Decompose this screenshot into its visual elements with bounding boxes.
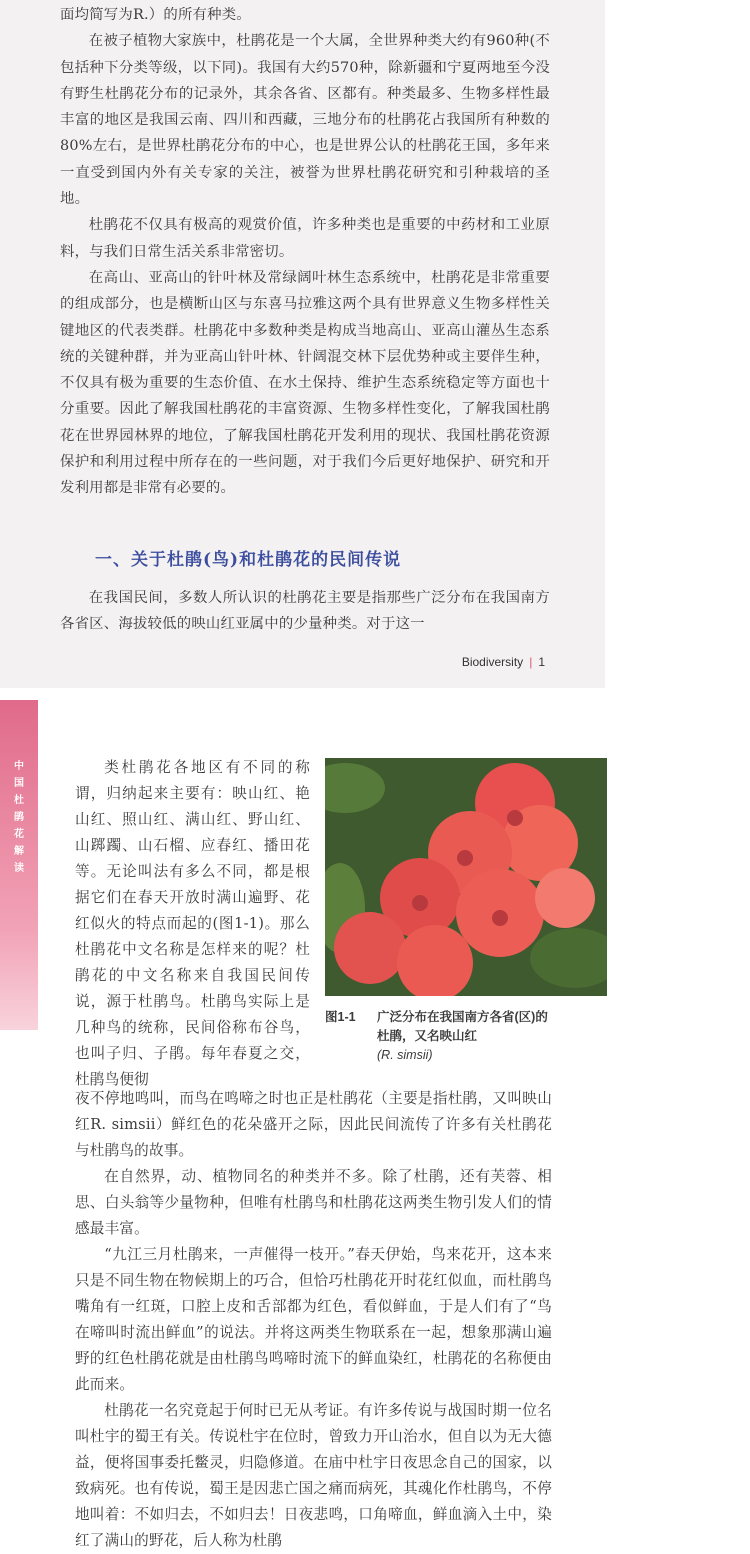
flower-petal (535, 868, 595, 928)
flower-center (492, 910, 508, 926)
section-heading: 一、关于杜鹃(鸟)和杜鹃花的民间传说 (95, 550, 402, 570)
paragraph: 类杜鹃花各地区有不同的称谓，归纳起来主要有：映山红、艳山红、照山红、满山红、野山红、山踯躅、山石榴、应春红、播田花等。无论叫法有多么不同，都是根据它们在春天开放时满山遍野、花红似火的特点而起的(图1-1)。那么杜鹃花中文名称是怎样来的呢？杜鹃花的中文名称来自我国民间传说，源于杜鹃鸟。杜鹃鸟实际上是几种鸟的统称，民间俗称布谷鸟，也叫子归、子鹃。每年春夏之交，杜鹃鸟便彻 (75, 759, 310, 1088)
wrap-text-column (75, 755, 310, 1093)
figure-number: 图1-1 (325, 1010, 356, 1024)
flower-petal (334, 912, 406, 984)
flower-center (507, 810, 523, 826)
full-width-text (75, 1086, 552, 1554)
figure-scientific-name: (R. simsii) (377, 1048, 433, 1062)
top-page (0, 0, 605, 688)
paragraph: 在被子植物大家族中，杜鹃花是一个大属，全世界种类大约有960种(不包括种下分类等级，以下同)。我国有大约570种，除新疆和宁夏两地至今没有野生杜鹃花分布的记录外，其余各省、区都有。种类最多、生物多样性最丰富的地区是我国云南、四川和西藏，三地分布的杜鹃花占我国所有种数的80%左右，是世界杜鹃花分布的中心，也是世界公认的杜鹃花王国，多年来一直受到国内外有关专家的关注，被誉为世界杜鹃花研究和引种栽培的圣地。 (60, 33, 550, 208)
paragraph: 在我国民间，多数人所认识的杜鹃花主要是指那些广泛分布在我国南方各省区、海拔较低的映山红亚属中的少量种类。对于这一 (60, 590, 550, 633)
flower-center (412, 895, 428, 911)
paragraph: “九江三月杜鹃来，一声催得一枝开。”春天伊始，鸟来花开，这本来只是不同生物在物候期上的巧合，但恰巧杜鹃花开时花红似血，而杜鹃鸟嘴角有一红斑，口腔上皮和舌部都为红色，看似鲜血，于是人们有了“鸟在啼叫时流出鲜血”的说法。并将这两类生物联系在一起，想象那满山遍野的红色杜鹃花就是由杜鹃鸟鸣啼时流下的鲜血染红，杜鹃花的名称便由此而来。 (75, 1246, 552, 1393)
azalea-photo (325, 758, 607, 996)
bottom-page (0, 700, 605, 1549)
paragraph: 在自然界，动、植物同名的种类并不多。除了杜鹃，还有芙蓉、相思、白头翁等少量物种，但唯有杜鹃鸟和杜鹃花这两类生物引发人们的情感最丰富。 (75, 1168, 552, 1237)
after-heading-text (60, 585, 550, 638)
figure-caption-text: 广泛分布在我国南方各省(区)的杜鹃，又名映山红 (377, 1010, 548, 1043)
side-title: 中国杜鹃花解读 (14, 761, 24, 874)
paragraph: 夜不停地鸣叫，而鸟在鸣啼之时也正是杜鹃花（主要是指杜鹃，又叫映山红R. simsii）鲜红色的花朵盛开之际，因此民间流传了许多有关杜鹃花与杜鹃鸟的故事。 (75, 1090, 552, 1159)
flower-center (457, 850, 473, 866)
paragraph: 面均简写为R.）的所有种类。 (60, 7, 251, 23)
paragraph: 在高山、亚高山的针叶林及常绿阔叶林生态系统中，杜鹃花是非常重要的组成部分，也是横断山区与东喜马拉雅这两个具有世界意义生物多样性关键地区的代表类群。杜鹃花中多数种类是构成当地高山、亚高山灌丛生态系统的关键种群，并为亚高山针叶林、针阔混交林下层优势种或主要伴生种，不仅具有极为重要的生态价值、在水土保持、维护生态系统稳定等方面也十分重要。因此了解我国杜鹃花的丰富资源、生物多样性变化，了解我国杜鹃花在世界园林界的地位，了解我国杜鹃花开发利用的现状、我国杜鹃花资源保护和利用过程中所存在的一些问题，对于我们今后更好地保护、研究和开发利用都是非常有必要的。 (60, 269, 550, 497)
footer-label: Biodiversity (461, 655, 524, 669)
paragraph: 杜鹃花不仅具有极高的观赏价值，许多种类也是重要的中药材和工业原料，与我们日常生活关系非常密切。 (60, 217, 550, 260)
figure-caption (325, 1008, 555, 1065)
side-band (0, 700, 38, 1030)
footer-separator: | (529, 655, 533, 669)
paragraph: 杜鹃花一名究竟起于何时已无从考证。有许多传说与战国时期一位名叫杜宇的蜀王有关。传说杜宇在位时，曾致力开山治水，但自以为无大德益，便将国事委托鳖灵，归隐修道。在庙中杜宇日夜思念自己的国家，以致病死。也有传说，蜀王是因悲亡国之痛而病死，其魂化作杜鹃鸟，不停地叫着：不如归去，不如归去！日夜悲鸣，口角啼血，鲜血滴入土中，染红了满山的野花，后人称为杜鹃 (75, 1402, 552, 1549)
page-footer (462, 655, 545, 669)
top-body-text (60, 2, 550, 502)
page-number: 1 (538, 655, 545, 669)
azalea-illustration (325, 758, 607, 996)
